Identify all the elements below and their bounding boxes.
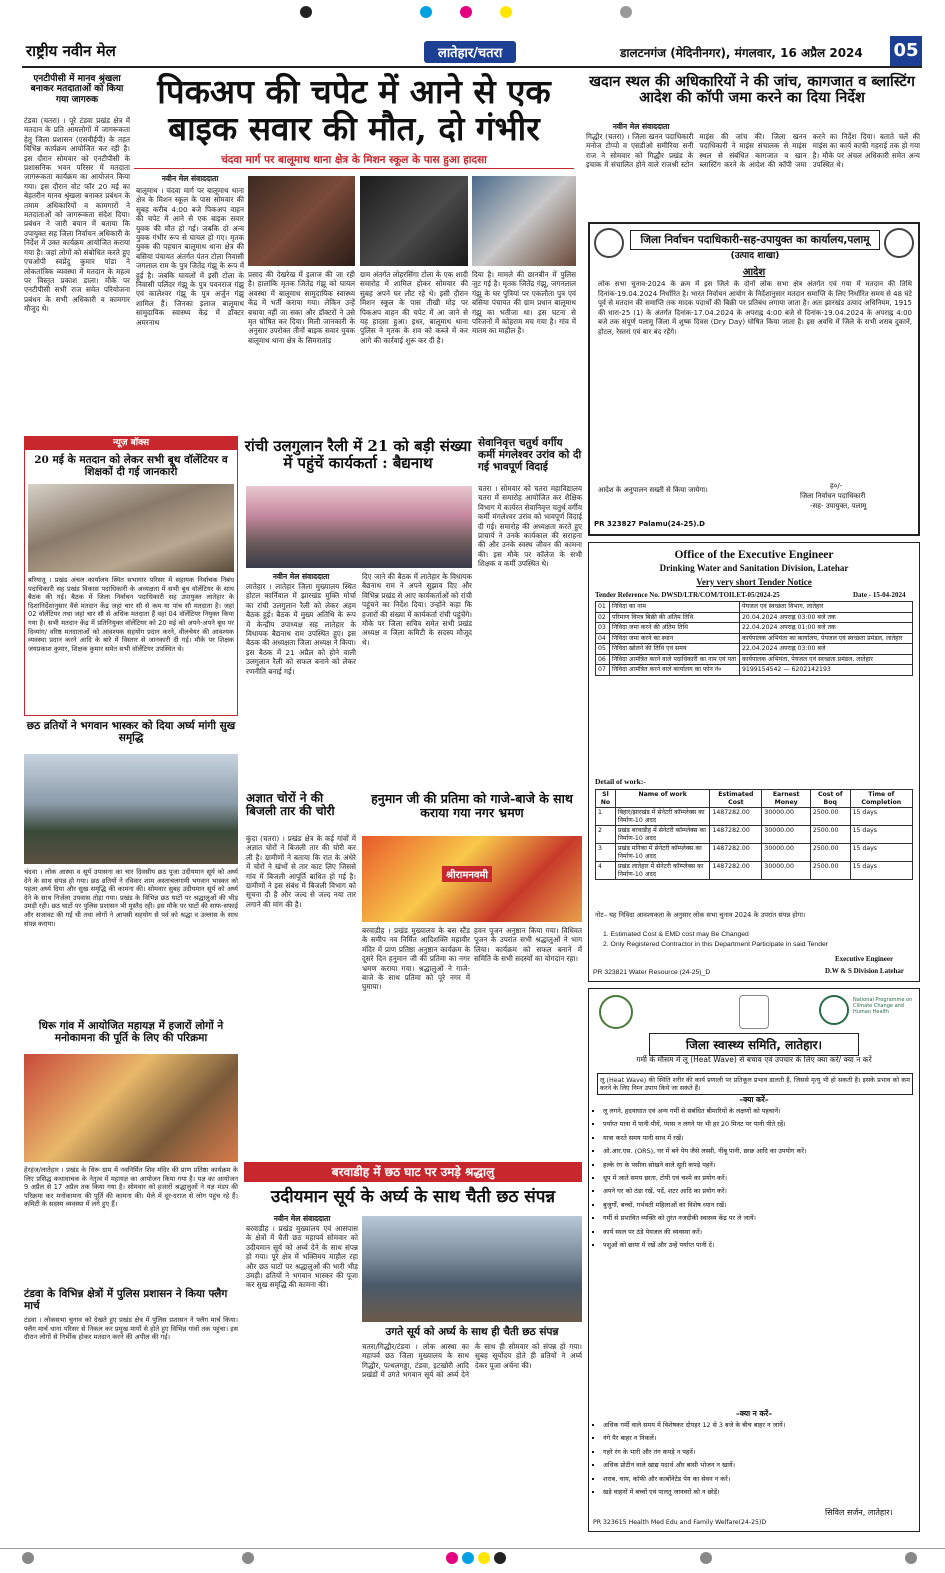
main-body-1: बालूमाथ । चंदवा मार्ग पर बालूमाथ थाना क्षेत्र के मिशन स्कूल के पास सोमवार की सुबह करीब 4:00 बजे पिकअप वाहन की चपेट में आने से एक बाइक सवार युवक की मौत हो गई। जबकि दो अन्य युवक गंभीर रूप से घायल हो गए। मृतक युवक की पहचान बालूमाथ थाना क्षेत्र की बसिया पंचायत अंतर्गत पंतन टोला निवासी जगलाल राम के पुत्र जितेंद्र गंझू के रूप में हुई है। जबकि घायलों में इसी टोला के निवासी पलिंदर गंझू के पुत्र पवनराज गंझू एवं कालेश्वर गंझू के पुत्र अर्जुन गंझू शामिल हैं। जिनका इलाज बालूमाथ सामुदायिक स्वास्थ्य केंद्र में डॉक्टर अमरनाथ — [136, 186, 244, 327]
barwadih-photo-caption: उगते सूर्य को अर्घ्य के साथ ही चैती छठ संपन्न — [385, 1326, 559, 1338]
tender-info-row — [596, 602, 913, 613]
chhath1-head: छठ व्रतियों ने भगवान भास्कर को दिया अर्घ्य मांगी सुख समृद्धि — [26, 720, 236, 745]
hanuman-photo — [362, 836, 582, 922]
chhath1-photo — [24, 754, 238, 864]
tender-info-cell: कार्यपालक अभियंता का कार्यालय, पेयजल एवं स्वच्छता प्रमंडल, लातेहार — [740, 633, 913, 644]
health-tip-item: ▪ अधिक गर्मी वाले समय में विशेषकर दोपहर 12 से 3 बजे के बीच बाहर न जायें। — [603, 1421, 913, 1429]
barwadih-banner: बरवाडीह में छठ घाट पर उमड़े श्रद्धालु — [244, 1162, 582, 1182]
work-cell: प्रखंड लातेहार में सेनेटरी कॉम्प्लेक्स का निर्माण-10 अदद — [615, 862, 710, 880]
work-row — [596, 808, 913, 826]
work-cell: 15 days — [850, 826, 912, 844]
reg-dot — [420, 6, 432, 18]
left-story-body: टंडवा (चतरा) । पूरे टंडवा प्रखंड क्षेत्र में मतदान के प्रति आमलोगों में जागरूकता हेतु जिला प्रशासन (एसवीईपी) के तहत विभिन्न कार्यक्रम आयोजित कर रही है। इस दौरान सोमवार को एनटीपीसी के प्रशासनिक भवन परिसर में मतदाता जागरूकता कार्यक्रम का आयोजन किया गया। इस दौरान वोट फॉर 20 मई का बेहतरीन मानव श्रृंखला बनाकर प्रबंधन के तमाम अधिकारियों व कामगारों ने मतदाताओं को जागरूकता संदेश दिया। प्रबंधन ने जारी बयान में बताया कि उपायुक्त सह जिला निर्वाचन अधिकारी के निर्देश में उक्त कार्यक्रम आयोजित कराया गया है। जहां लोगों को संबोधित करते हुए एचओपी स्वप्नेंदु कुमार पांडा ने लोकतांत्रिक व्यवस्था में मतदान के महत्व पर विस्तृत प्रकाश डाला। मौके पर एनटीपीसी सभी राज समेत परियोजना प्रबंधन के सभी अधिकारी व कामगार मौजूद थे। — [24, 116, 130, 314]
npcchh-logo — [819, 995, 849, 1025]
reg-dot — [500, 6, 512, 18]
work-table — [595, 789, 913, 880]
election-order-note: आदेश के अनुपालन सख्ती से किया जायेगा। — [598, 486, 708, 494]
health-tip-item: ▪ शराब, चाय, कॉफी और कार्बोनेटेड पेय का सेवन न करें। — [603, 1475, 913, 1483]
reg-dot — [300, 6, 312, 18]
accident-photo-2 — [360, 176, 468, 266]
work-cell: 2500.00 — [810, 862, 850, 880]
tender-info-row — [596, 665, 913, 676]
election-pr-ref: PR 323827 Palamu(24-25).D — [594, 520, 705, 528]
main-body-4: दिया है। मामले की छानबीन में पुलिस जुट गई है। मृतक जितेंद्र गंझू, जगनलाल गंझू के घर पुत्रियां पर एकलौता पुत्र एवं बसिया पंचायत की ग्राम प्रधान बालूमाथ गंझू का भतीजा था। इस घटना से परिजनों में कोहराम मच गया है। गांव में मातम का माहौल है। — [472, 270, 576, 336]
election-ad — [588, 222, 920, 536]
work-cell: 1 — [596, 808, 616, 826]
dateline: डालटनगंज (मेदिनीनगर), मंगलवार, 16 अप्रैल 2024 — [620, 46, 863, 60]
tender-info-cell: 05 — [596, 644, 610, 655]
health-tip-item: ▪ बुजुर्गों, बच्चों, गर्भवती महिलाओं का विशेष ध्यान रखें। — [603, 1201, 913, 1209]
paper-name: राष्ट्रीय नवीन मेल — [26, 42, 116, 60]
tender-info-cell: 07 — [596, 665, 610, 676]
theft-head: अज्ञात चोरों ने की बिजली तार की चोरी — [246, 791, 335, 819]
retired-head: सेवानिवृत्त चतुर्थ वर्गीय कर्मी मंगलेश्वर उरांव को दी गई भावपूर्ण विदाई — [478, 437, 582, 473]
ranchi-photo — [246, 486, 472, 568]
hanuman-head: हनुमान जी की प्रतिमा को गाजे-बाजे के साथ कराया गया नगर भ्रमण — [371, 791, 573, 820]
ranchi-byline: नवीन मेल संवाददाता — [272, 572, 330, 581]
tender-info-row — [596, 633, 913, 644]
reg-dot — [242, 1552, 254, 1564]
emblem-logo — [739, 995, 769, 1029]
main-headline: पिकअप की चपेट में आने से एक बाइक सवार की मौत, दो गंभीर — [157, 72, 551, 148]
work-cell: 1487282.00 — [710, 862, 762, 880]
health-ad-lead: गर्मी के मौसम में लू (Heat Wave) से बचाव एवं उपचार के लिए क्या करें/ क्या न करें — [636, 1055, 872, 1064]
do-list — [603, 1107, 913, 1254]
news-box-photo — [28, 484, 234, 572]
dhirri-photo — [24, 1054, 238, 1162]
work-col-header: Time of Completion — [850, 790, 912, 808]
work-cell: 15 days — [850, 808, 912, 826]
jharkhand-emblem-right — [884, 228, 914, 258]
tender-pr: PR 323821 Water Resource (24-25)_D — [593, 969, 711, 976]
main-body-2: प्रसाद की देखरेख में इलाज की जा रही है। हालांकि मृतक जितेंद्र गंझू को घायल अवस्था में बालूमाथ सामुदायिक स्वास्थ्य केंद्र में भर्ती कराया गया। लेकिन उन्हें बचाया नहीं जा सका और डॉक्टरों ने उसे मृत घोषित कर दिया। मिली जानकारी के अनुसार उपरोक्त तीनों बाइक सवार युवक बालूमाथ थाना क्षेत्र के सिमरातांड़ — [248, 270, 355, 345]
registration-marks-top — [0, 6, 945, 20]
tender-info-cell: 22.04.2024 अपराह्न 03:00 बजे — [740, 644, 913, 655]
work-cell: 30000.00 — [762, 862, 811, 880]
work-cell: 4 — [596, 862, 616, 880]
retired-body: चतरा । सोमवार को चतरा महाविद्यालय चतरा में समारोह आयोजित कर शैक्षिक विभाग में कार्यरत सेवानिवृत्त चतुर्थ वर्गीय कर्मी मंगलेश्वर उरांव को भावपूर्ण विदाई दी गई। समारोह की अध्यक्षता करते हुए प्राचार्य ने उनके कार्यकाल की सराहना की और उनके स्वस्थ जीवन की कामना की। इस मौके पर कॉलेज के सभी शिक्षक व कर्मी उपस्थित थे। — [478, 484, 582, 569]
reg-dot — [905, 1552, 917, 1564]
health-tip-item: ▪ अधिक प्रोटीन वाले खाद्य पदार्थ और बासी भोजन न खायें। — [603, 1461, 913, 1469]
tender-info-cell: निविदा आमंत्रित करने वाले कार्यालय का फोन नं० — [610, 665, 740, 676]
tender-info-cell: 20.04.2024 अपराह्न 03:00 बजे तक — [740, 612, 913, 623]
mining-body: गिद्धौर (चतरा) । जिला खनन पदाधिकारी मनोज टोप्पो व एसडीओ समीरिया सनी राज ने सोमवार को गिद्धौर प्रखंड के इचाक में संचालित होने वाले राजश्री स्टोन माइंस की जांच की। जिला खनन पदाधिकारी ने माइंस संचालक से माइंस स्थल से संबंधित कागजात व खान ब्लास्टिंग करने के आदेश की कॉपी जमा करने का निर्देश दिया। बताते चलें की माइंस का कार्य काफी गहराई तक हो गया है। मौके पर अंचल अधिकारी समेत अन्य उपस्थित थे। — [586, 132, 920, 170]
work-cell: 2500.00 — [810, 826, 850, 844]
election-order-head: आदेश — [742, 267, 766, 278]
reg-dot — [478, 1552, 490, 1564]
news-box-head: 20 मई के मतदान को लेकर सभी बूथ वॉलेंटियर व शिक्षकों दी गई जानकारी — [34, 454, 228, 479]
work-head: Detail of work:- — [595, 777, 646, 786]
health-ad-intro: लू (Heat Wave) की स्थिति शरीर की कार्य प्रणाली पर प्रतिकूल प्रभाव डालती हैं, जिससे मृत्यु भी हो सकती है। इसके प्रभाव को कम करने के लिए निम्न उपाय किये जा सकते हैं। — [597, 1073, 913, 1095]
flag-march-head: टंडवा के विभिन्न क्षेत्रों में पुलिस प्रशासन ने किया फ्लैग मार्च — [24, 1288, 228, 1313]
tender-info-cell: निविदा खोलने की तिथि एवं समय — [610, 644, 740, 655]
registration-marks-bottom — [0, 1548, 945, 1564]
tender-info-cell: निविदा आमंत्रित करने वाले पदाधिकारी का नाम एवं पता — [610, 654, 740, 665]
barwadih-body-2: चतरा/गिद्धौर/टंडवा । लोक आस्था का महापर्व छठ जिला मुख्यालय के साथ गिद्धौर, पत्थलगड्डा, टंडवा, इटखोरी आदि प्रखंडों में उगते भगवान सूर्य को अर्घ्य देने के साथ ही सोमवार को संपन्न हो गया। सुबह सूर्योदय होते ही व्रतियों ने अर्घ्य देकर पूजा अर्चना की। — [362, 1342, 582, 1380]
health-ad-title: जिला स्वास्थ्य समिति, लातेहार। — [649, 1033, 859, 1056]
tender-ref: Tender Reference No. DWSD/LTR/COM/TOILET-05/2024-25 — [595, 591, 780, 599]
work-table-wrap — [595, 789, 913, 880]
work-cell: 2500.00 — [810, 844, 850, 862]
work-cell: 15 days — [850, 862, 912, 880]
tender-info-cell: परिमाण विपत्र बिक्री की अंतिम तिथि — [610, 612, 740, 623]
tender-info-row — [596, 612, 913, 623]
barwadih-body-1: बरवाडीह । प्रखंड मुख्यालय एवं आसपास के क्षेत्रों में चैती छठ महापर्व सोमवार को उदीयमान सूर्य को अर्घ्य देने के साथ संपन्न हो गया। पूरे क्षेत्र में भक्तिमय माहौल रहा और छठ घाटों पर श्रद्धालुओं की भारी भीड़ उमड़ी। व्रतियों ने भगवान भास्कर की पूजा कर सुख समृद्धि की कामना की। — [246, 1224, 358, 1290]
hanuman-body-2: हवन पूजन अनुष्ठान किया गया। विधिवत पूजन के उपरांत सभी श्रद्धालुओं ने भाग लिया। कार्यक्रम को सफल बनाने में समिति के सभी सदस्यों का योगदान रहा। — [474, 926, 582, 964]
tender-info-cell: 03 — [596, 623, 610, 634]
work-col-header: Sl No — [596, 790, 616, 808]
tender-info-row — [596, 654, 913, 665]
tender-note-3: 2. Only Registered Contractor in this Department Participate in said Tender — [603, 941, 829, 948]
health-tip-item: ▪ अपने घर को ठंडा रखें, पर्दे, शटर आदि का प्रयोग करें। — [603, 1187, 913, 1195]
dont-head: –क्या न करें– — [735, 1409, 773, 1418]
tender-subtitle: Drinking Water and Sanitation Division, Latehar — [659, 563, 849, 573]
election-sign-1: ह०/- — [830, 482, 843, 490]
work-col-header: Earnest Money — [762, 790, 811, 808]
health-tip-item: ▪ धूप में जाते समय छाता, टोपी एवं चश्मे का प्रयोग करें। — [603, 1174, 913, 1182]
jharkhand-logo — [599, 995, 633, 1029]
reg-dot — [446, 1552, 458, 1564]
work-row — [596, 862, 913, 880]
tender-info-cell: निविदा जमा करने का स्थान — [610, 633, 740, 644]
tender-sign-1: Executive Engineer — [835, 955, 894, 963]
tender-info-table-wrap — [595, 601, 913, 676]
main-body-3: ग्राम अंतर्गत लोहरसिंगा टोला के एक शादी समारोह में शामिल होकर सोमवार की सुबह अपने घर लौट रहे थे। इसी दौरान मिशन स्कूल के पास तीखी मोड़ पर पिकअप वाहन की चपेट में आ जाने से यह हादसा हुआ। इधर, बालूमाथ थाना पुलिस ने मृतक के शव को कब्जे में कर आगे की कार्रवाई शुरू कर दी है। — [360, 270, 468, 345]
tender-info-row — [596, 623, 913, 634]
mining-headline: खदान स्थल की अधिकारियों ने की जांच, कागजात व ब्लास्टिंग आदेश की कॉपी जमा करने का दिया निर्देश — [589, 73, 915, 107]
work-cell: प्रखंड बरवाडीह में सेनेटरी कॉम्प्लेक्स का निर्माण-10 अदद — [615, 826, 710, 844]
health-tip-item: ▪ ओ.आर.एस. (ORS), घर में बने पेय जैसे लस्सी, नींबू पानी, छाछ आदि का उपयोग करें। — [603, 1147, 913, 1155]
health-sign: सिविल सर्जन, लातेहार। — [825, 1508, 893, 1517]
barwadih-head: उदीयमान सूर्य के अर्घ्य के साथ चैती छठ संपन्न — [270, 1187, 556, 1207]
health-tip-item: ▪ गर्मी से प्रभावित व्यक्ति को तुरंत नजदीकी स्वास्थ्य केंद्र पर ले जायें। — [603, 1214, 913, 1222]
reg-dot — [462, 1552, 474, 1564]
tender-info-cell: 22.04.2024 अपराह्न 01:00 बजे तक — [740, 623, 913, 634]
tender-info-row — [596, 644, 913, 655]
section-label: लातेहार/चतरा — [424, 41, 516, 63]
health-tip-item: ▪ पर्याप्त मात्रा में पानी पीयें, प्यास न लगने पर भी हर 20 मिनट पर पानी पीते रहें। — [603, 1120, 913, 1128]
work-cell: 1487282.00 — [710, 844, 762, 862]
election-ad-title: जिला निर्वाचन पदाधिकारी-सह-उपायुक्त का कार्यालय,पलामू — [630, 230, 880, 250]
work-cell: 1487282.00 — [710, 826, 762, 844]
tender-info-cell: 04 — [596, 633, 610, 644]
tender-note-1: नोट– यह निविदा आवश्यकता के अनुसार लोक सभा चुनाव 2024 के उपरांत संपन्न होगा। — [595, 911, 806, 919]
work-cell: 30000.00 — [762, 826, 811, 844]
health-tip-item: ▪ गहरे रंग के भारी और तंग कपड़े न पहनें। — [603, 1448, 913, 1456]
health-tip-item: ▪ लू लगने, हृदयाघात एवं अन्य गर्मी से संबंधित बीमारियों के लक्षणों को पहचानें। — [603, 1107, 913, 1115]
main-banner: चंदवा मार्ग पर बालूमाथ थाना क्षेत्र के मिशन स्कूल के पास हुआ हादसा — [134, 152, 574, 169]
health-tip-item: ▪ पशुओं को छाया में रखें और उन्हें पर्याप्त पानी दें। — [603, 1241, 913, 1249]
ranchi-body-2: दिए जाने की बैठक में लातेहार के विधायक बैद्यनाथ राम ने अपने सुझाव दिए और विभिन्न प्रखंड से आए कार्यकर्ताओं को रांची पहुंचने का निर्देश दिया। उन्होंने कहा कि हजारों की संख्या में कार्यकर्ता रांची पहुंचेंगे। मौके पर जिला सचिव समेत सभी प्रखंड अध्यक्ष व जिला कमिटी के सदस्य मौजूद थे। — [362, 572, 472, 647]
chhath1-body: चंदवा । लोक आस्था व सूर्य उपासना का चार दिवसीय छठ पूजा उदीयमान सूर्य को अर्घ्य देने के साथ संपन्न हो गया। छठ व्रतियों ने रविवार शाम अस्ताचलगामी भगवान भास्कर को पहला अर्घ्य दिया और सुख समृद्धि की कामना की। सोमवार सुबह उदीयमान सूर्य को अर्घ्य देने के साथ निर्जला उपवास तोड़ा गया। प्रखंड के विभिन्न छठ घाटों पर श्रद्धालुओं की भीड़ उमड़ी रही। छठ घाटों पर पुलिस प्रशासन भी मुस्तैद रही। इस मौके पर घाटों की साफ-सफाई और सजावट की गई थी तथा लोगों ने आपसी सहयोग से पर्व को श्रद्धा व उल्लास के साथ संपन्न कराया। — [24, 868, 238, 928]
reg-dot — [22, 1552, 34, 1564]
jharkhand-emblem-left — [594, 228, 624, 258]
dhirri-body: हेरहंज/लातेहार । प्रखंड के धिरू ग्राम में नवनिर्मित शिव मंदिर की प्राण प्रतिष्ठा कार्यक्रम के लिए प्रसिद्ध कथावाचक के नेतृत्व में महायज्ञ का आयोजन किया गया है। यज्ञ का आयोजन 9 अप्रैल से 17 अप्रैल तक किया गया है। सोमवार को हजारों श्रद्धालुओं ने यज्ञ मंडप की परिक्रमा कर मनोकामना की पूर्ति की कामना की। मेले में दूर-दराज से लोग पहुंच रहे हैं। कमिटी के सदस्य व्यवस्था में लगे हुए हैं। — [24, 1166, 238, 1209]
tender-sign-2: D.W & S Division Latehar — [825, 967, 905, 975]
tender-title: Office of the Executive Engineer — [674, 549, 834, 561]
main-byline: नवीन मेल संवाददाता — [161, 174, 219, 183]
reg-dot — [620, 6, 632, 18]
dont-list — [603, 1421, 913, 1501]
work-row — [596, 844, 913, 862]
work-row — [596, 826, 913, 844]
election-sign-2: जिला निर्वाचन पदाधिकारी — [800, 492, 866, 500]
tender-info-cell: 06 — [596, 654, 610, 665]
tender-ad — [588, 542, 920, 982]
health-tip-item: ▪ खड़े वाहनों में बच्चों एवं पालतू जानवरों को न छोड़ें। — [603, 1488, 913, 1496]
work-cell: 30000.00 — [762, 808, 811, 826]
reg-dot — [494, 1552, 506, 1564]
hanuman-body-1: बरवाडीह । प्रखंड मुख्यालय के बस स्टैंड के समीप नव निर्मित आदिशक्ति महावीर मंदिर में प्राण प्रतिष्ठा अनुष्ठान कार्यक्रम के दूसरे दिन हनुमान जी की प्रतिमा का नगर भ्रमण कराया गया। श्रद्धालुओं ने गाजे-बाजे के साथ प्रतिमा को पूरे नगर में घुमाया। — [362, 926, 470, 992]
reg-dot — [700, 1552, 712, 1564]
npcchh-logo-text: National Programme on Climate Change and Human Health — [853, 997, 913, 1015]
tender-info-cell: 9199154542 — 6202142193 — [740, 665, 913, 676]
tender-info-table — [595, 601, 913, 676]
tender-info-cell: निविदा जमा करने की अंतिम तिथि — [610, 623, 740, 634]
work-col-header: Name of work — [615, 790, 710, 808]
health-tip-item: ▪ कार्य स्थल पर ठंडे पेयजल की व्यवस्था करें। — [603, 1228, 913, 1236]
mining-byline: नवीन मेल संवाददाता — [612, 122, 670, 131]
health-pr: PR 323615 Health Med Edu and Family Welfare(24-25)D — [593, 1519, 767, 1526]
work-col-header: Cost of Boq — [810, 790, 850, 808]
work-cell: प्रखंड मनिका में सेनेटरी कॉम्प्लेक्स का निर्माण-10 अदद — [615, 844, 710, 862]
election-sign-3: -सह- उपायुक्त, पलामू — [810, 502, 867, 510]
ranchi-head: रांची उलगुलान रैली में 21 को बड़ी संख्या में पहुंचें कार्यकर्ता : बैद्यनाथ — [244, 437, 472, 472]
barwadih-byline: नवीन मेल संवाददाता — [273, 1214, 331, 1223]
tender-info-cell: 02 — [596, 612, 610, 623]
health-ad — [588, 988, 920, 1532]
accident-photo-3 — [472, 176, 576, 266]
tender-info-cell: पेयजल एवं स्वच्छता विभाग, लातेहार — [740, 602, 913, 613]
health-tip-item: ▪ हल्के रंग के पसीना सोखने वाले सूती कपड़े पहनें। — [603, 1161, 913, 1169]
tender-notice: Very very short Tender Notice — [696, 577, 812, 587]
tender-note-2: 1. Estimated Cost & EMD cost may Be Changed — [603, 931, 749, 938]
news-box-label: न्यूज़ बॉक्स — [24, 436, 238, 450]
do-head: –क्या करें– — [739, 1095, 769, 1104]
election-order-body: लोक सभा चुनाव-2024 के क्रम में इस जिले के दोनों लोक सभा क्षेत्र अंतर्गत एवं गया में मतदान की तिथि दिनांक-19.04.2024 निर्धारित है। भारत निर्वाचन आयोग के निर्देशानुसार मतदान समाप्ति के लिए निर्धारित समय से 48 घंटे पूर्व से मतदान की समाप्ति तक मादक पदार्थों की बिक्री पर प्रतिबंध लगाया जाता है। अतः झारखंड उत्पाद अधिनियम, 1915 की धारा-25 (1) के अंतर्गत दिनांक-17.04.2024 के अपराह्न 4:00 बजे से दिनांक-19.04.2024 के अपराह्न 4:00 बजे तक संपूर्ण पलामू जिला में शुष्क दिवस (Dry Day) घोषित किया जाता है। इस अवधि में जिले के सभी शराब दुकानें, होटल, रेस्तरां एवं बार बंद रहेंगे। — [598, 280, 912, 336]
health-tip-item: ▪ नंगे पैर बाहर न निकलें। — [603, 1434, 913, 1442]
dhirri-head: धिरू गांव में आयोजित महायज्ञ में हजारों लोगों ने मनोकामना की पूर्ति के लिए की परिक्रमा — [38, 1020, 224, 1045]
accident-photo-1 — [248, 176, 355, 266]
health-tip-item: ▪ यात्रा करते समय पानी साथ में रखें। — [603, 1134, 913, 1142]
work-cell: 2 — [596, 826, 616, 844]
flag-march-body: टंडवा । लोकसभा चुनाव को देखते हुए प्रखंड क्षेत्र में पुलिस प्रशासन ने फ्लैग मार्च किया। फ्लैग मार्च थाना परिसर से निकल कर प्रमुख मार्गों से होते हुए विभिन्न गांवों तक पहुंचा। इस दौरान लोगों से निर्भीक होकर मतदान करने की अपील की गई। — [24, 1316, 238, 1342]
barwadih-photo — [362, 1216, 582, 1322]
election-ad-subtitle: (उत्पाद शाखा) — [730, 251, 780, 261]
tender-info-cell: 01 — [596, 602, 610, 613]
tender-date: Date - 15-04-2024 — [853, 591, 906, 599]
news-box-body: बरियातू । प्रखंड अंचल कार्यालय स्थित सभागार परिसर में सहायक निर्वाचक निबंध पदाधिकारी सह प्रखंड विकास पदाधिकारी के अध्यक्षता में सभी बूथ वॉलेंटियर के साथ बैठक की गई। बैठक में जिला निर्वाचन पदाधिकारी सह उपायुक्त लातेहार के दिशानिर्देशानुसार वैसे मतदान केंद्र जहां चार सौ से कम या पांच सौ मतदाता है। जहां 02 वॉलेंटियर तथा जहां चार सौ से अधिक मतदाता हैं वहां 04 वॉलेंटियर नियुक्त किया गया है। सभी मतदान केंद्र में प्रतिनियुक्त वॉलेंटियर को 20 मई को अपने-अपने बूथ पर दिव्यांग/ वरिष्ठ मतदाताओं को आवश्यक सहयोग प्रदान करने, वीलचेयर की आवश्यक व्यवस्था प्रदान करने आदि के बारे में विस्तार से जानकारी दी गई। मौके पर शिक्षक जयप्रकाश कुमार, शिक्षक कुमार समेत सभी वॉलेंटियर उपस्थित थे। — [28, 576, 234, 653]
left-story-head: एनटीपीसी में मानव श्रृंखला बनाकर मतदाताओं को किया गया जागरुक — [30, 74, 124, 105]
tender-info-cell: कार्यपालक अभियंता, पेयजल एवं स्वच्छता प्रमंडल, लातेहार — [740, 654, 913, 665]
work-col-header: Estimated Cost — [710, 790, 762, 808]
work-cell: 15 days — [850, 844, 912, 862]
work-cell: बिहार/झारखंड में सेनेटरी कॉम्प्लेक्स का निर्माण-10 अदद — [615, 808, 710, 826]
tender-info-cell: निविदा का नाम — [610, 602, 740, 613]
work-cell: 2500.00 — [810, 808, 850, 826]
theft-body: कुंदा (चतरा) । प्रखंड क्षेत्र के कई गांवों में अज्ञात चोरों ने बिजली तार की चोरी कर ली है। ग्रामीणों ने बताया कि रात के अंधेरे में चोरों ने खंभों से तार काट लिए जिससे गांव में बिजली आपूर्ति बाधित हो गई है। ग्रामीणों ने इस संबंध में बिजली विभाग को सूचना दी है और जल्द से जल्द नया तार लगाने की मांग की है। — [246, 834, 356, 909]
work-cell: 3 — [596, 844, 616, 862]
reg-dot — [460, 6, 472, 18]
work-cell: 30000.00 — [762, 844, 811, 862]
hanuman-photo-caption: श्रीरामनवमी — [442, 866, 492, 882]
page-number: 05 — [890, 36, 922, 66]
ranchi-body-1: लातेहार । लातेहार जिला मुख्यालय स्थित होटल कार्निवाल में झारखंड मुक्ति मोर्चा का रांची उलगुलान रैली को लेकर अहम बैठक हुई। बैठक में मुख्य अतिथि के रूप में केन्द्रीय उपाध्यक्ष सह लातेहार के विधायक बैद्यनाथ राम उपस्थित हुए। इस बैठक की अध्यक्षता जिला अध्यक्ष ने किया। इस बैठक में 21 अप्रैल को होने वाली उलगुलान रैली को सफल बनाने को लेकर रणनीति बनाई गई। — [246, 582, 356, 676]
work-cell: 1487282.00 — [710, 808, 762, 826]
